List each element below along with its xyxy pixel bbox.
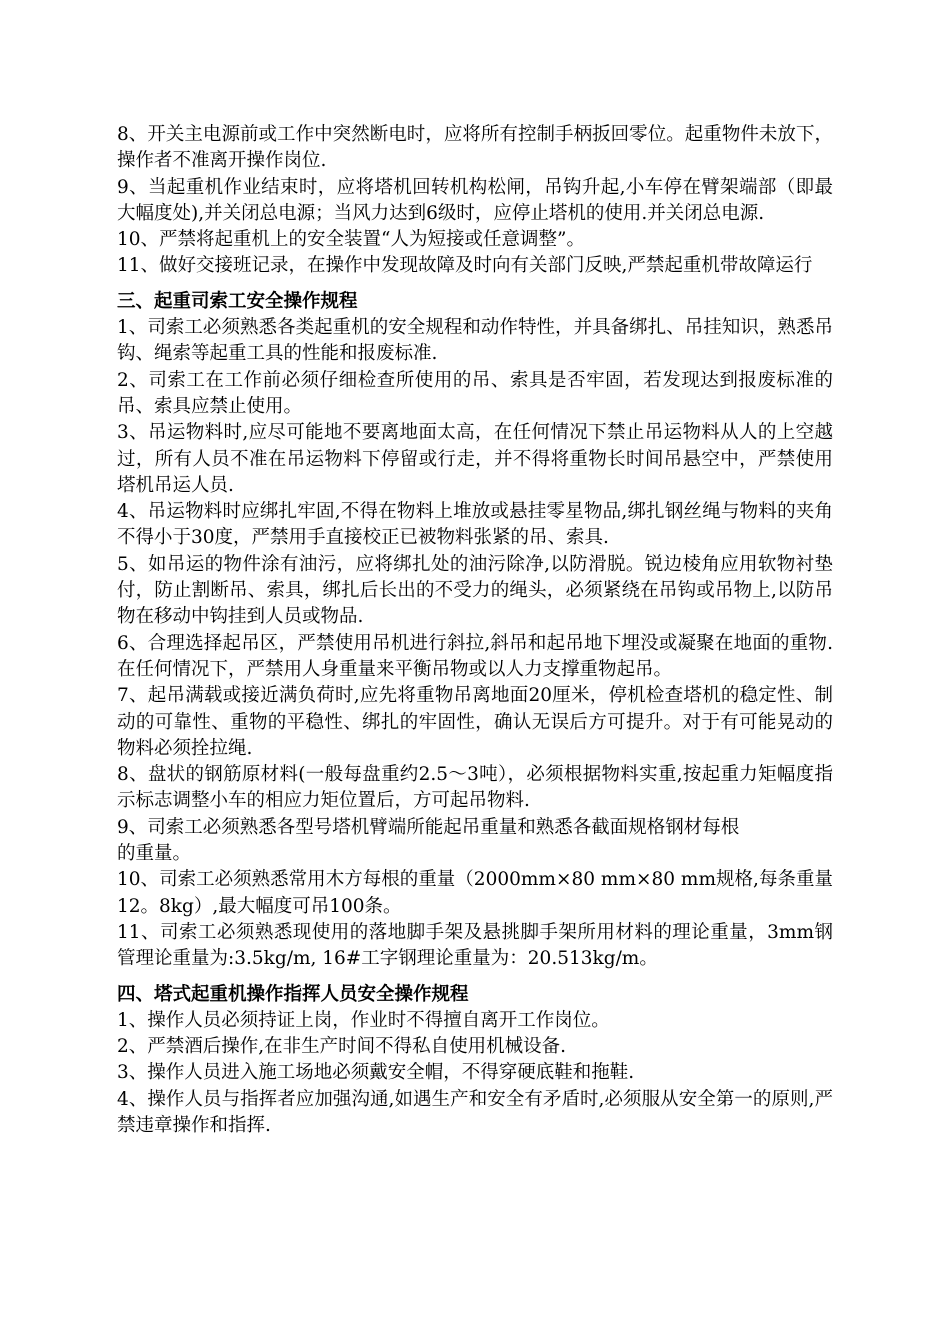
paragraph-item-11: 11、做好交接班记录，在操作中发现故障及时向有关部门反映,严禁起重机带故障运行 — [117, 255, 813, 277]
rigger-item-1: 1、司索工必须熟悉各类起重机的安全规程和动作特性，并具备绑扎、吊挂知识，熟悉吊钩、绳索等起重工具的性能和报废标准. — [117, 317, 833, 365]
signaller-item-2: 2、严禁酒后操作,在非生产时间不得私自使用机械设备. — [117, 1036, 567, 1058]
rigger-item-2: 2、司索工在工作前必须仔细检查所使用的吊、索具是否牢固，若发现达到报废标准的吊、索具应禁止使用。 — [117, 369, 833, 417]
paragraph-item-10: 10、严禁将起重机上的安全装置“人为短接或任意调整”。 — [117, 229, 585, 251]
paragraph-item-8: 8、开关主电源前或工作中突然断电时，应将所有控制手柄扳回零位。起重物件未放下，操作者不准离开操作岗位. — [117, 124, 833, 172]
rigger-item-9: 9、司索工必须熟悉各型号塔机臂端所能起吊重量和熟悉各截面规格钢材每根 — [117, 816, 740, 838]
rigger-item-4: 4、吊运物料时应绑扎牢固,不得在物料上堆放或悬挂零星物品,绑扎钢丝绳与物料的夹角不得小于30度，严禁用手直接校正已被物料张紧的吊、索具. — [117, 501, 833, 549]
rigger-item-11: 11、司索工必须熟悉现使用的落地脚手架及悬挑脚手架所用材料的理论重量，3mm钢管理论重量为:3.5kg/m, 16#工字钢理论重量为：20.513kg/m。 — [117, 921, 833, 970]
signaller-item-3: 3、操作人员进入施工场地必须戴安全帽，不得穿硬底鞋和拖鞋. — [117, 1062, 635, 1084]
section-heading-rigger: 三、起重司索工安全操作规程 — [117, 290, 358, 312]
rigger-item-5: 5、如吊运的物件涂有油污，应将绑扎处的油污除净,以防滑脱。锐边棱角应用软物衬垫付，防止割断吊、索具，绑扎后长出的不受力的绳头，必须紧绕在吊钩或吊物上,以防吊物在移动中钩挂到人员或物品. — [117, 553, 833, 628]
signaller-item-1: 1、操作人员必须持证上岗，作业时不得擅自离开工作岗位。 — [117, 1009, 610, 1031]
rigger-item-8: 8、盘状的钢筋原材料(一般每盘重约2.5～3吨），必须根据物料实重,按起重力矩幅度指示标志调整小车的相应力矩位置后，方可起吊物料. — [117, 764, 833, 812]
rigger-item-9-continued: 的重量。 — [117, 843, 192, 865]
document-page — [117, 122, 833, 1139]
rigger-item-3: 3、吊运物料时,应尽可能地不要离地面太高，在任何情况下禁止吊运物料从人的上空越过，所有人员不准在吊运物料下停留或行走，并不得将重物长时间吊悬空中，严禁使用塔机吊运人员. — [117, 422, 833, 496]
signaller-item-4: 4、操作人员与指挥者应加强沟通,如遇生产和安全有矛盾时,必须服从安全第一的原则,严禁违章操作和指挥. — [117, 1088, 833, 1136]
rigger-item-7: 7、起吊满载或接近满负荷时,应先将重物吊离地面20厘米，停机检查塔机的稳定性、制动的可靠性、重物的平稳性、绑扎的牢固性，确认无误后方可提升。对于有可能晃动的物料必须拴拉绳. — [117, 685, 833, 759]
rigger-item-6: 6、合理选择起吊区，严禁使用吊机进行斜拉,斜吊和起吊地下埋没或凝聚在地面的重物.在任何情况下，严禁用人身重量来平衡吊物或以人力支撑重物起吊。 — [117, 632, 833, 680]
rigger-item-10: 10、司索工必须熟悉常用木方每根的重量（2000mm×80 mm×80 mm规格,每条重量12。8kg）,最大幅度可吊100条。 — [117, 869, 833, 917]
paragraph-item-9: 9、当起重机作业结束时，应将塔机回转机构松闸，吊钩升起,小车停在臂架端部（即最大幅度处),并关闭总电源；当风力达到6级时，应停止塔机的使用.并关闭总电源. — [117, 176, 833, 224]
section-heading-signaller: 四、塔式起重机操作指挥人员安全操作规程 — [117, 983, 469, 1005]
